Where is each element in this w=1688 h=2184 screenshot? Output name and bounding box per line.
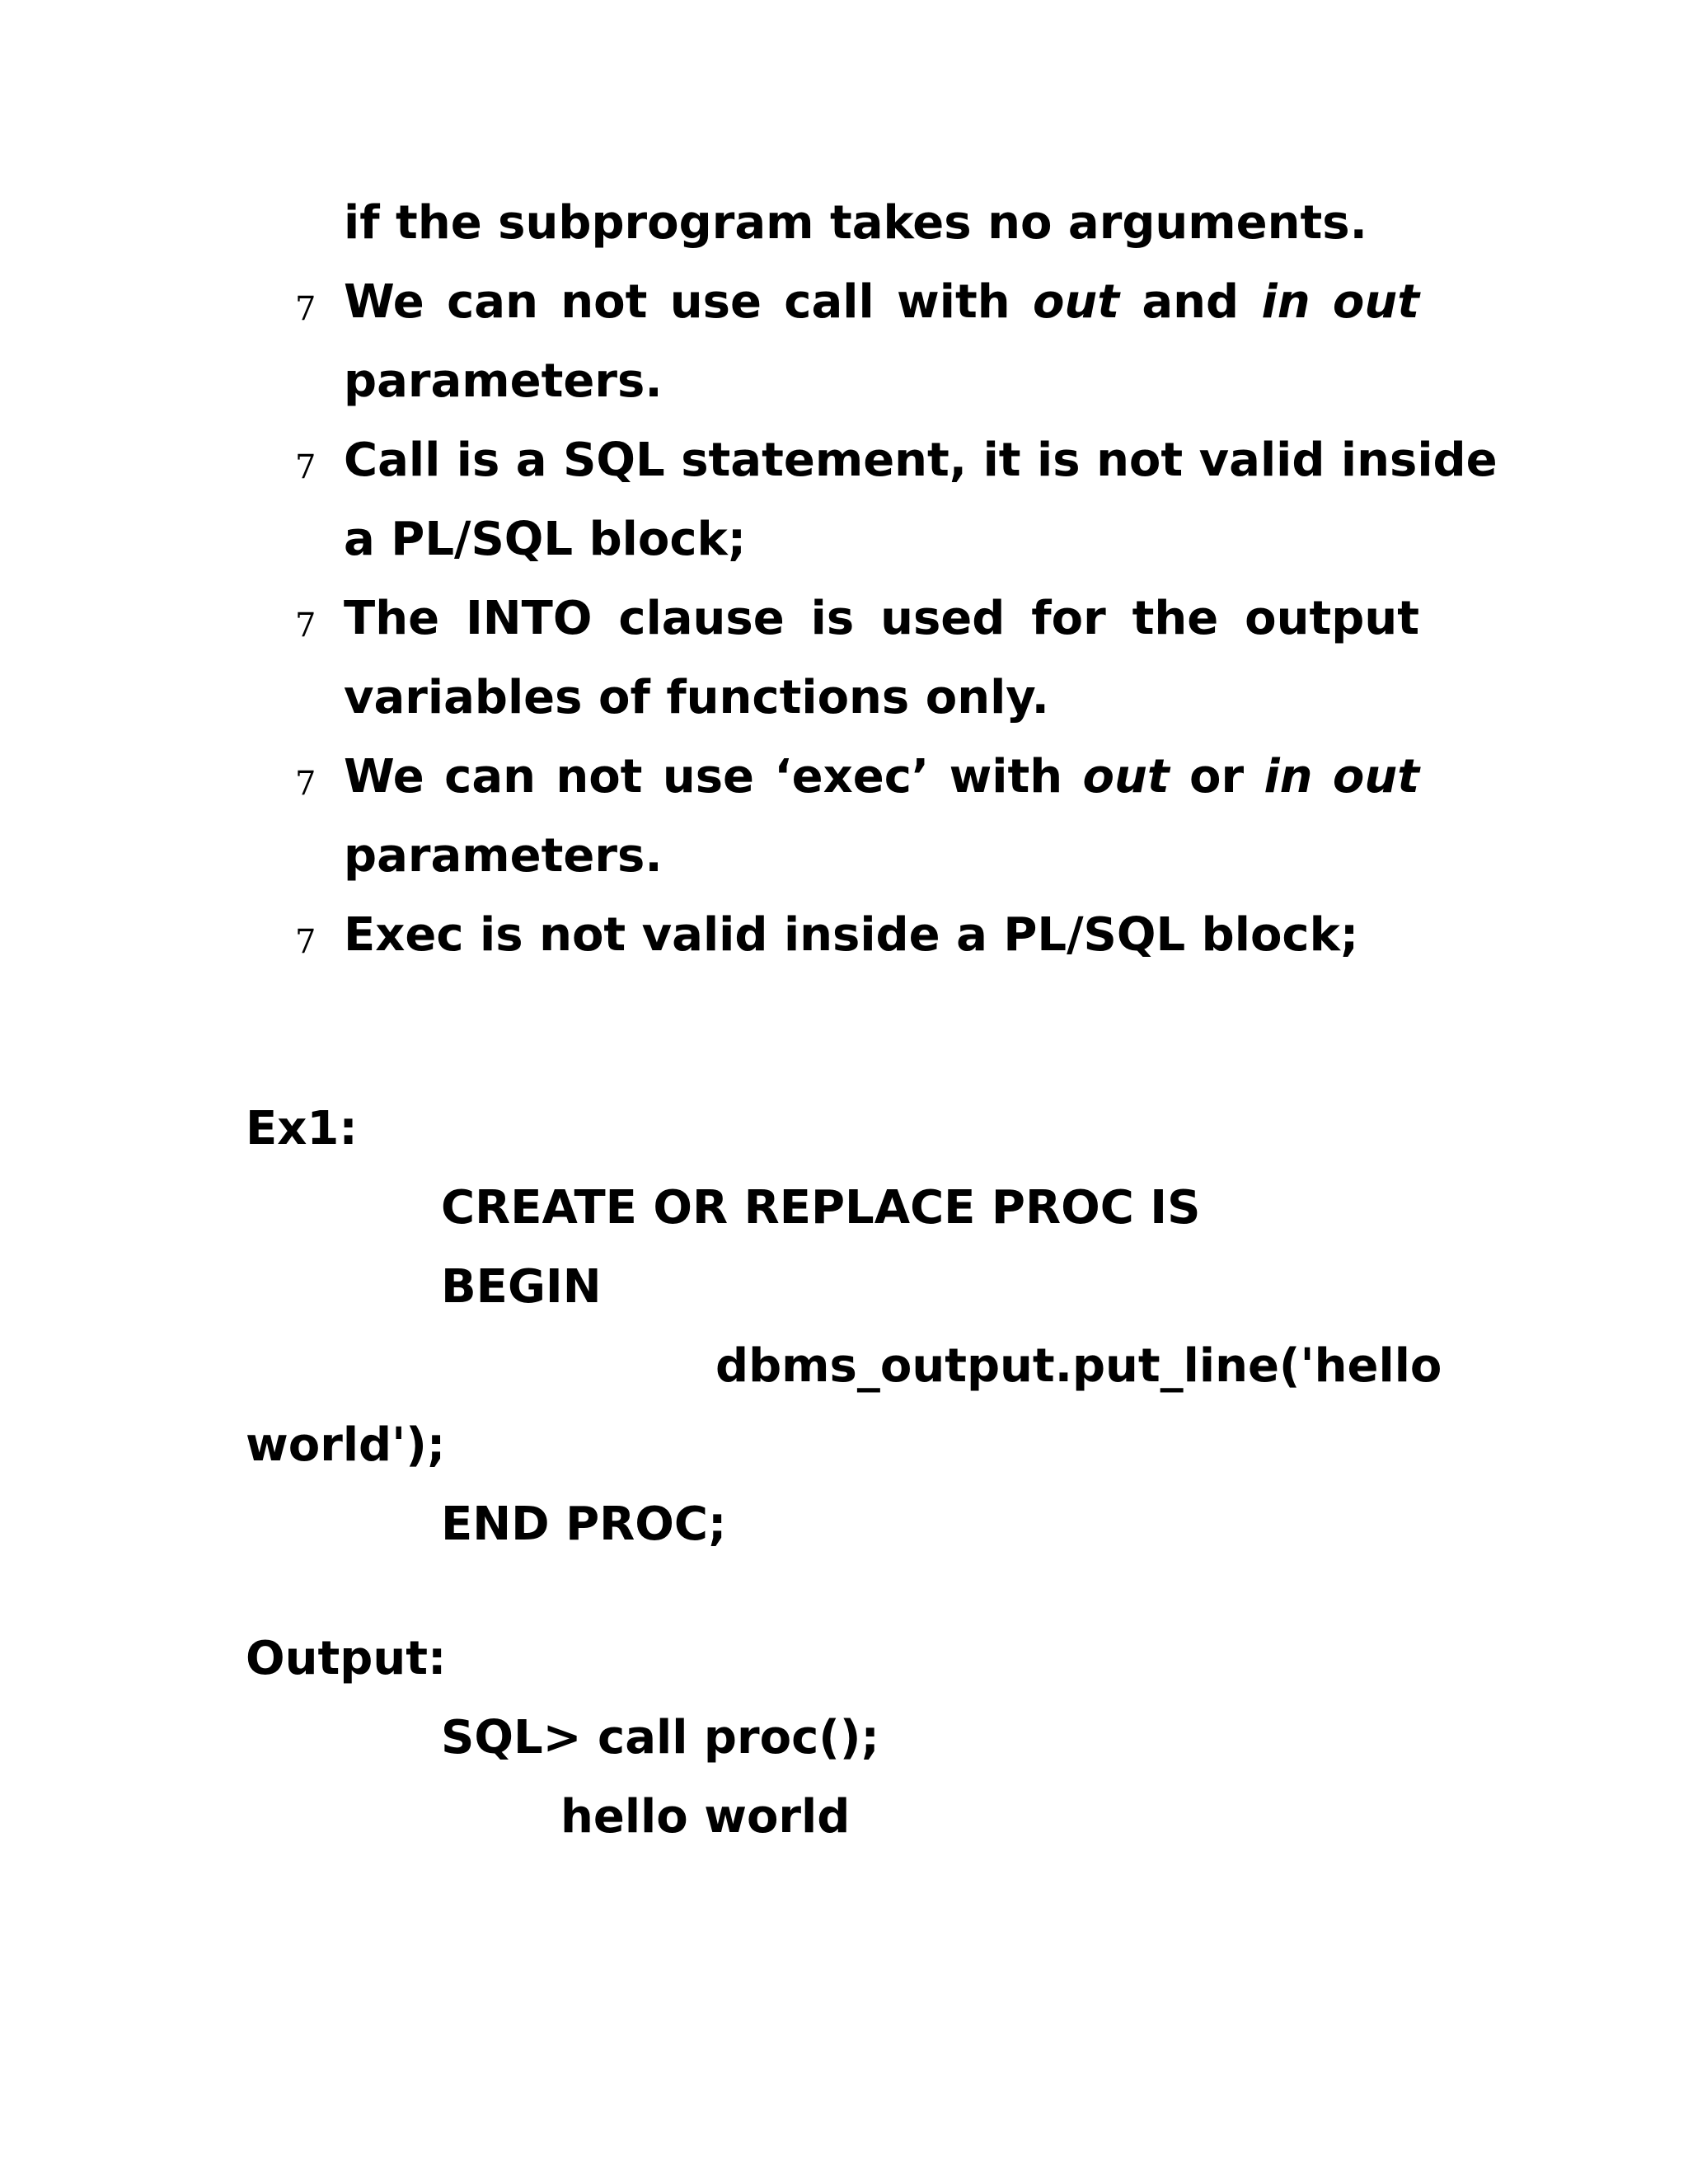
bullet-marker: 7 — [295, 607, 316, 644]
code-line-5: END PROC; — [441, 1497, 727, 1551]
bullet-marker: 7 — [295, 290, 316, 328]
list-item-2-line2: a PL/SQL block; — [344, 513, 747, 566]
example-label: Ex1: — [246, 1102, 358, 1155]
list-item-2-line1: Call is a SQL statement, it is not valid inside — [344, 434, 1498, 487]
code-line-2: BEGIN — [441, 1260, 602, 1314]
list-item-1-line2: parameters. — [344, 354, 663, 408]
output-label: Output: — [246, 1632, 447, 1685]
list-item-1-line1: We can not use call with out and in out — [344, 275, 1420, 329]
code-line-3: dbms_output.put_line('hello — [715, 1339, 1442, 1393]
bullet-marker: 7 — [295, 923, 316, 961]
output-command: SQL> call proc(); — [441, 1711, 879, 1765]
list-item-4-line2: parameters. — [344, 829, 663, 883]
bullet-marker: 7 — [295, 448, 316, 486]
list-item-5-line1: Exec is not valid inside a PL/SQL block; — [344, 908, 1359, 962]
output-result: hello world — [560, 1790, 851, 1844]
bullet-marker: 7 — [295, 765, 316, 803]
code-line-1: CREATE OR REPLACE PROC IS — [441, 1181, 1201, 1235]
code-line-4: world'); — [246, 1418, 446, 1472]
list-item-4-line1: We can not use ‘exec’ with out or in out — [344, 750, 1420, 804]
list-continuation-line: if the subprogram takes no arguments. — [344, 196, 1367, 250]
list-item-3-line1: The INTO clause is used for the output — [344, 592, 1419, 645]
list-item-3-line2: variables of functions only. — [344, 671, 1049, 724]
